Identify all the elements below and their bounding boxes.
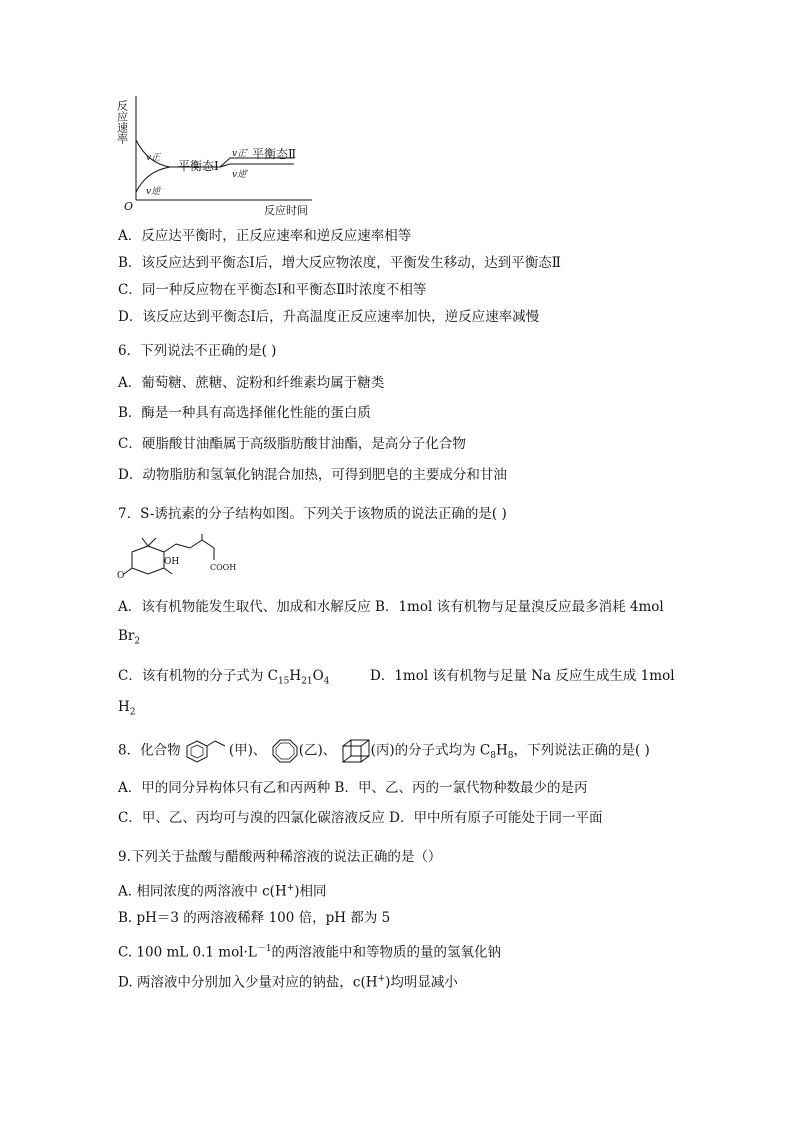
q5-option-c: C．同一种反应物在平衡态Ⅰ和平衡态Ⅱ时浓度不相等 [118, 282, 427, 298]
oh-label: OH [164, 557, 180, 567]
rate-time-figure [112, 92, 322, 217]
q7-option-d: D．1mol 该有机物与足量 Na 反应生成生成 1mol [370, 668, 675, 684]
q7-stem: 7．S-诱抗素的分子结构如图。下列关于该物质的说法正确的是( ) [118, 506, 507, 522]
q6-option-b: B．酶是一种具有高选择催化性能的蛋白质 [118, 405, 371, 421]
carbonyl-o-label: O [117, 571, 125, 581]
q5-option-d: D．该反应达到平衡态Ⅰ后，升高温度正反应速率加快，逆反应速率减慢 [118, 309, 540, 325]
q6-option-c: C．硬脂酸甘油酯属于高级脂肪酸甘油酯，是高分子化合物 [118, 436, 466, 452]
cubane-structure [341, 738, 371, 764]
q6-stem: 6．下列说法不正确的是( ) [118, 343, 277, 359]
q9-option-c: C. 100 mL 0.1 $mol\cdot L^{-1}$的两溶液能中和等物质的量的氢氧化钠 [118, 944, 502, 961]
q8-option-cd: C．甲、乙、丙均可与溴的四氯化碳溶液反应 D．甲中所有原子可能处于同一平面 [118, 810, 603, 826]
s-abscisic-acid-structure [116, 534, 246, 584]
q7-option-b-cont: $Br_2$ [118, 628, 141, 647]
cooh-label: COOH [210, 563, 237, 572]
q6-option-d: D．动物脂肪和氢氧化钠混合加热，可得到肥皂的主要成分和甘油 [118, 467, 507, 483]
state2-label: 平衡态Ⅱ [252, 147, 297, 161]
q9-option-a: A. 相同浓度的两溶液中 c(H+)相同 [118, 883, 327, 900]
cyclooctatetraene-structure [271, 738, 299, 764]
v-forward-prime-label: v正′ [232, 149, 249, 159]
q8-stem: 8．化合物 (甲)、 (乙)、 (丙)的分子式均为 $C_8H_8$，下列说法正确的是( ) [118, 738, 650, 768]
q9-stem: 9.下列关于盐酸与醋酸两种稀溶液的说法正确的是（） [118, 849, 442, 865]
v-reverse-label: v逆 [146, 187, 161, 197]
q9-option-d: D. 两溶液中分别加入少量对应的钠盐，c(H+)均明显减小 [118, 974, 458, 991]
state1-label: 平衡态Ⅰ [178, 159, 219, 173]
q9-option-b: B. pH＝3 的两溶液稀释 100 倍，pH 都为 5 [118, 910, 391, 926]
q5-option-a: A．反应达平衡时，正反应速率和逆反应速率相等 [118, 228, 412, 244]
q7-option-ab: A．该有机物能发生取代、加成和水解反应 B．1mol 该有机物与足量溴反应最多消耗 4mol [118, 599, 664, 615]
styrene-structure [185, 738, 229, 764]
q5-option-b: B．该反应达到平衡态Ⅰ后，增大反应物浓度，平衡发生移动，达到平衡态Ⅱ [118, 255, 561, 271]
q8-option-ab: A．甲的同分异构体只有乙和丙两种 B．甲、乙、丙的一氯代物种数最少的是丙 [118, 780, 588, 796]
v-reverse-prime-label: v逆′ [232, 170, 249, 180]
q7-option-d-cont: $H_2$ [118, 699, 136, 718]
q6-option-a: A．葡萄糖、蔗糖、淀粉和纤维素均属于糖类 [118, 375, 385, 391]
y-axis-label: 反应速率 [115, 100, 129, 144]
origin-label: O [124, 200, 134, 213]
reverse-rate-prime-curve [220, 164, 294, 167]
v-forward-label: v正 [146, 153, 161, 163]
q7-option-c: C．该有机物的分子式为 $C_{15}H_{21}O_4$ [118, 668, 330, 687]
x-axis-label: 反应时间 [264, 204, 308, 217]
